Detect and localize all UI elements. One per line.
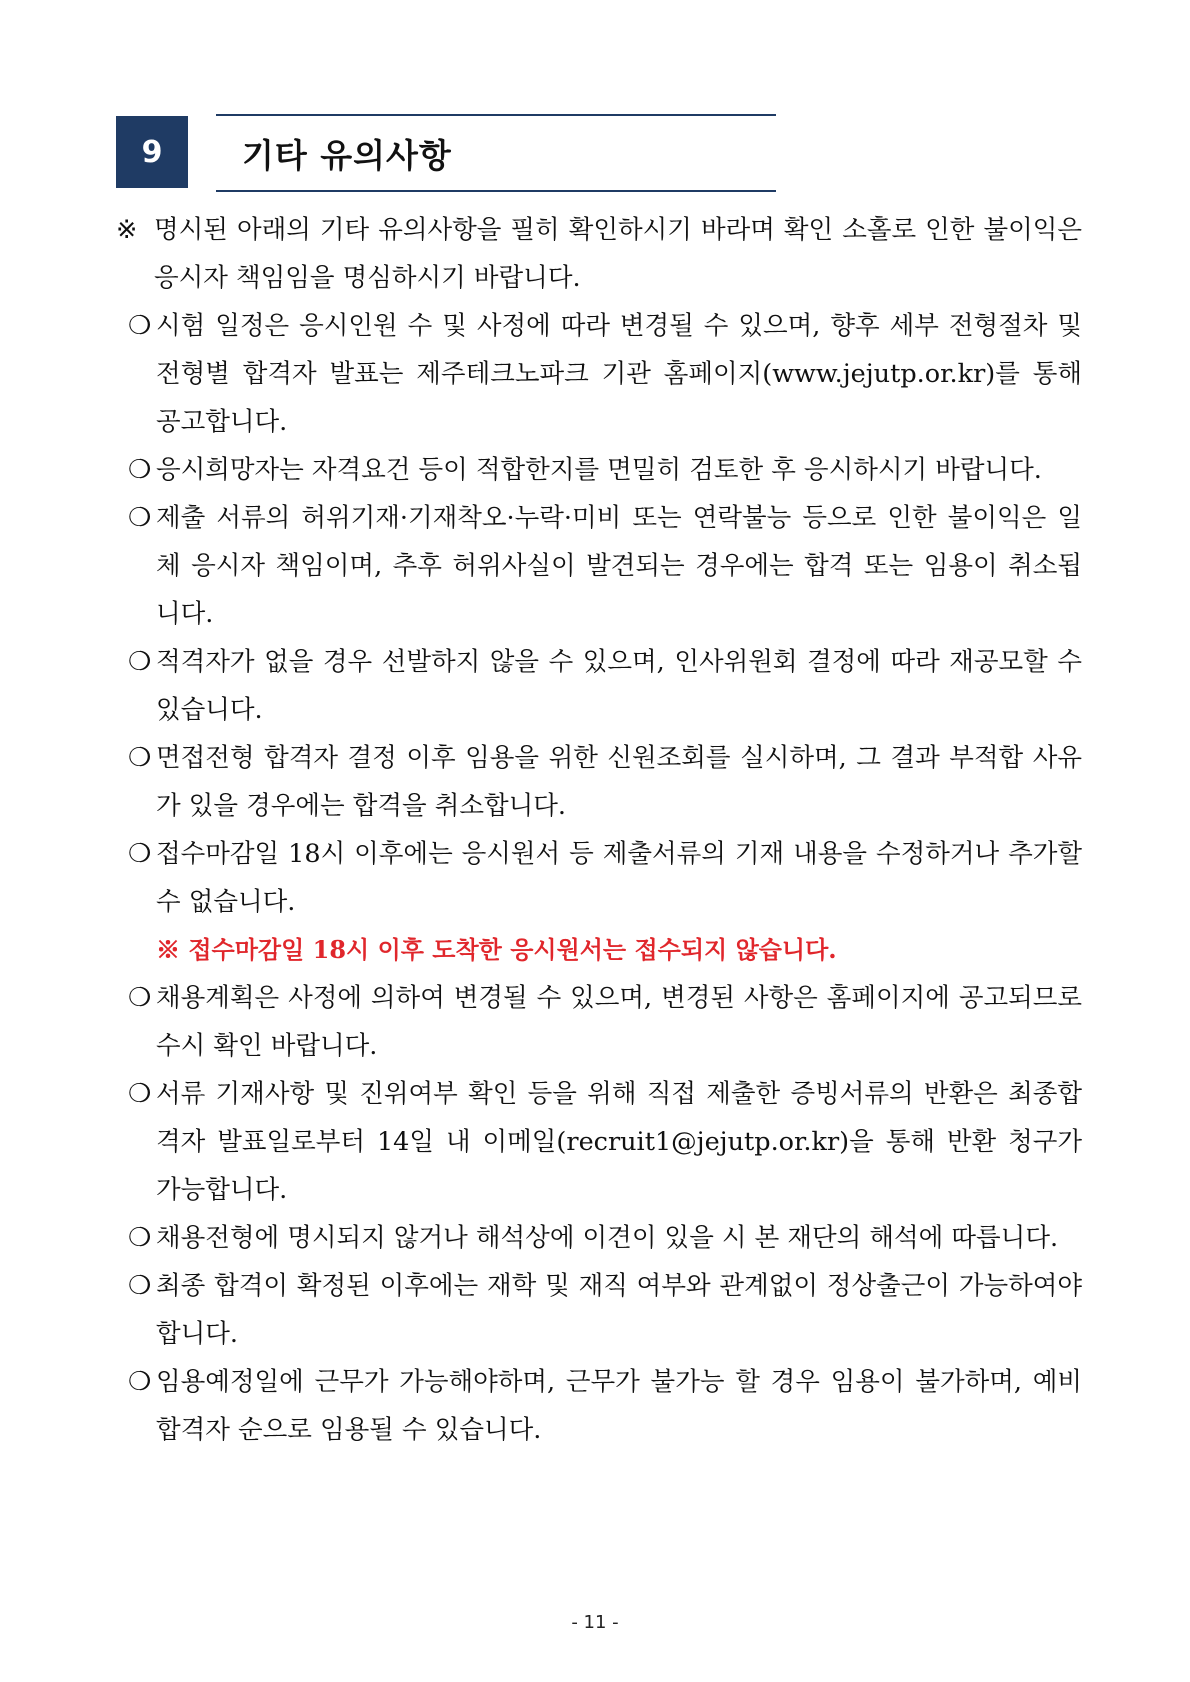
circle-bullet-icon: ❍: [128, 1223, 152, 1253]
circle-bullet-icon: ❍: [128, 839, 152, 869]
list-item: [116, 446, 1082, 494]
section-title: 기타 유의사항: [242, 135, 452, 175]
list-item-text: 서류 기재사항 및 진위여부 확인 등을 위해 직접 제출한 증빙서류의 반환은 최종합격자 발표일로부터 14일 내 이메일(recruit1@jejutp.or.kr)을 통해 반환 청구가 가능합니다.: [156, 1079, 1082, 1205]
reference-mark-icon: ※: [116, 215, 138, 245]
circle-bullet-icon: ❍: [128, 503, 152, 533]
circle-bullet-icon: ❍: [128, 311, 152, 341]
list-item-text: 접수마감일 18시 이후에는 응시원서 등 제출서류의 기재 내용을 수정하거나 추가할 수 없습니다.: [156, 839, 1082, 917]
circle-bullet-icon: ❍: [128, 1079, 152, 1109]
list-item-text: 응시희망자는 자격요건 등이 적합한지를 면밀히 검토한 후 응시하시기 바랍니다.: [156, 455, 1042, 485]
list-item-text: 최종 합격이 확정된 이후에는 재학 및 재직 여부와 관계없이 정상출근이 가능하여야 합니다.: [156, 1271, 1082, 1349]
section-title-box: [216, 114, 776, 192]
notice-content: [116, 206, 1082, 1454]
list-item: [116, 638, 1082, 734]
section-header: [116, 114, 776, 190]
circle-bullet-icon: ❍: [128, 455, 152, 485]
section-number: 9: [116, 116, 188, 188]
circle-bullet-icon: ❍: [128, 647, 152, 677]
list-item: [116, 974, 1082, 1070]
intro-notice: [116, 206, 1082, 302]
list-item-text: 시험 일정은 응시인원 수 및 사정에 따라 변경될 수 있으며, 향후 세부 전형절차 및 전형별 합격자 발표는 제주테크노파크 기관 홈페이지(www.jejutp.or.kr)를 통해 공고합니다.: [156, 311, 1082, 437]
list-item: [116, 302, 1082, 446]
list-item-text: 면접전형 합격자 결정 이후 임용을 위한 신원조회를 실시하며, 그 결과 부적합 사유가 있을 경우에는 합격을 취소합니다.: [156, 743, 1082, 821]
list-item: [116, 830, 1082, 926]
list-item: [116, 734, 1082, 830]
list-item: [116, 1358, 1082, 1454]
list-item: [116, 1214, 1082, 1262]
list-item-text: 적격자가 없을 경우 선발하지 않을 수 있으며, 인사위원회 결정에 따라 재공모할 수 있습니다.: [156, 647, 1082, 725]
list-item: [116, 494, 1082, 638]
list-item: [116, 1070, 1082, 1214]
intro-notice-text: 명시된 아래의 기타 유의사항을 필히 확인하시기 바라며 확인 소홀로 인한 불이익은 응시자 책임임을 명심하시기 바랍니다.: [154, 215, 1082, 293]
list-item-text: 채용계획은 사정에 의하여 변경될 수 있으며, 변경된 사항은 홈페이지에 공고되므로 수시 확인 바랍니다.: [156, 983, 1082, 1061]
circle-bullet-icon: ❍: [128, 983, 152, 1013]
list-item-text: 제출 서류의 허위기재·기재착오·누락·미비 또는 연락불능 등으로 인한 불이익은 일체 응시자 책임이며, 추후 허위사실이 발견되는 경우에는 합격 또는 임용이 취소됩니다.: [156, 503, 1082, 629]
circle-bullet-icon: ❍: [128, 743, 152, 773]
deadline-warning: ※ 접수마감일 18시 이후 도착한 응시원서는 접수되지 않습니다.: [156, 935, 837, 964]
circle-bullet-icon: ❍: [128, 1367, 152, 1397]
list-item-text: 채용전형에 명시되지 않거나 해석상에 이견이 있을 시 본 재단의 해석에 따릅니다.: [156, 1223, 1059, 1253]
circle-bullet-icon: ❍: [128, 1271, 152, 1301]
page-number: - 11 -: [571, 1612, 619, 1633]
list-item: [116, 1262, 1082, 1358]
list-item-text: 임용예정일에 근무가 가능해야하며, 근무가 불가능 할 경우 임용이 불가하며, 예비합격자 순으로 임용될 수 있습니다.: [156, 1367, 1082, 1445]
